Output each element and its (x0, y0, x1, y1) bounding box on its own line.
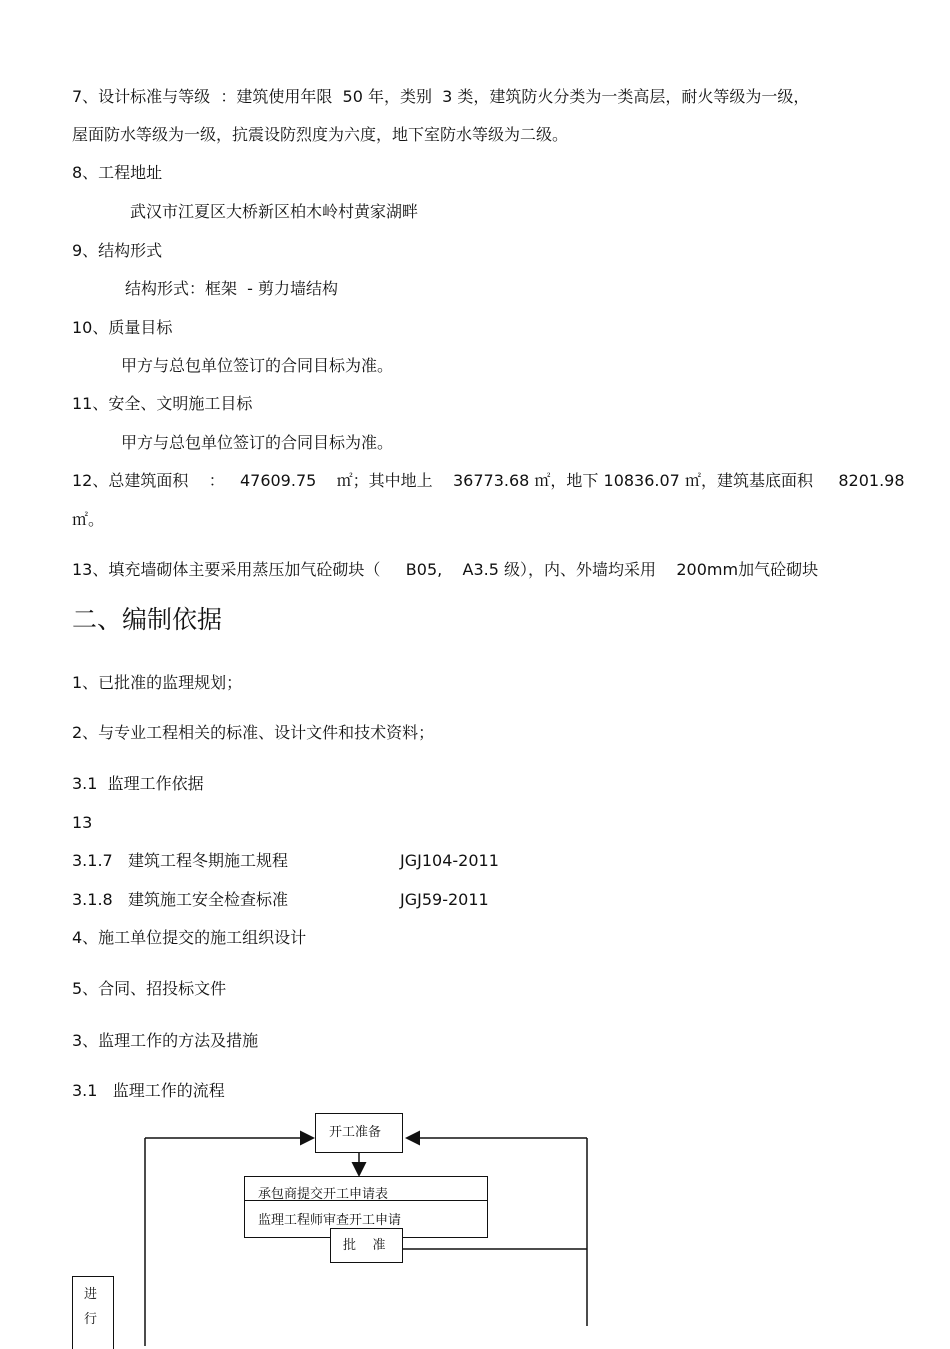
item-12-line-a: 12、总建筑面积 ： 47609.75 ㎡；其中地上 36773.68 ㎡，地下 10836.07 ㎡，建筑基底面积 8201.98 (72, 471, 905, 490)
standard-2-name: 3.1.8 建筑施工安全检查标准 (72, 890, 288, 909)
basis-item-4: 4、施工单位提交的施工组织设计 (72, 928, 307, 947)
item-10-value: 甲方与总包单位签订的合同目标为准。 (121, 356, 394, 375)
flow-start-label: 开工准备 (329, 1125, 382, 1140)
basis-item-13: 13 (72, 813, 93, 832)
item-8-value: 武汉市江夏区大桥新区柏木岭村黄家湖畔 (130, 202, 419, 221)
workflow-heading: 3.1 监理工作的流程 (72, 1081, 225, 1100)
standard-2-code: JGJ59-2011 (400, 890, 489, 909)
basis-item-1: 1、已批准的监理规划； (72, 673, 243, 692)
flow-start-box (315, 1113, 403, 1153)
item-9-value: 结构形式：框架 - 剪力墙结构 (125, 279, 339, 298)
method-heading: 3、监理工作的方法及措施 (72, 1031, 259, 1050)
item-12-line-b: ㎡。 (72, 510, 105, 529)
spec-line-7a: 7、设计标准与等级 ：建筑使用年限 50 年，类别 3 类，建筑防火分类为一类高层，耐火等级为一级， (72, 87, 810, 106)
flow-side-label-1: 进 (84, 1287, 98, 1302)
flow-side-label-2: 行 (84, 1312, 98, 1327)
flow-step-1-label: 承包商提交开工申请表 (258, 1187, 389, 1202)
item-8-title: 8、工程地址 (72, 163, 163, 182)
basis-item-2: 2、与专业工程相关的标准、设计文件和技术资料； (72, 723, 435, 742)
standard-1-name: 3.1.7 建筑工程冬期施工规程 (72, 851, 288, 870)
basis-item-5: 5、合同、招投标文件 (72, 979, 227, 998)
item-13-line: 13、填充墙砌体主要采用蒸压加气砼砌块（ B05, A3.5 级），内、外墙均采用 200mm加气砼砌块 (72, 560, 819, 579)
item-10-title: 10、质量目标 (72, 318, 173, 337)
flow-step-2-label: 监理工程师审查开工申请 (258, 1213, 402, 1228)
flow-side-box (72, 1276, 114, 1349)
item-11-value: 甲方与总包单位签订的合同目标为准。 (121, 433, 394, 452)
flow-approve-label: 批 准 (343, 1238, 386, 1253)
standard-1-code: JGJ104-2011 (400, 851, 499, 870)
item-9-title: 9、结构形式 (72, 241, 163, 260)
spec-line-7b: 屋面防水等级为一级，抗震设防烈度为六度，地下室防水等级为二级。 (72, 125, 569, 144)
section-heading: 二、编制依据 (72, 605, 223, 634)
item-11-title: 11、安全、文明施工目标 (72, 394, 253, 413)
flow-divider (245, 1200, 487, 1201)
flow-approve-box (330, 1228, 403, 1263)
basis-item-3-1: 3.1 监理工作依据 (72, 774, 204, 793)
